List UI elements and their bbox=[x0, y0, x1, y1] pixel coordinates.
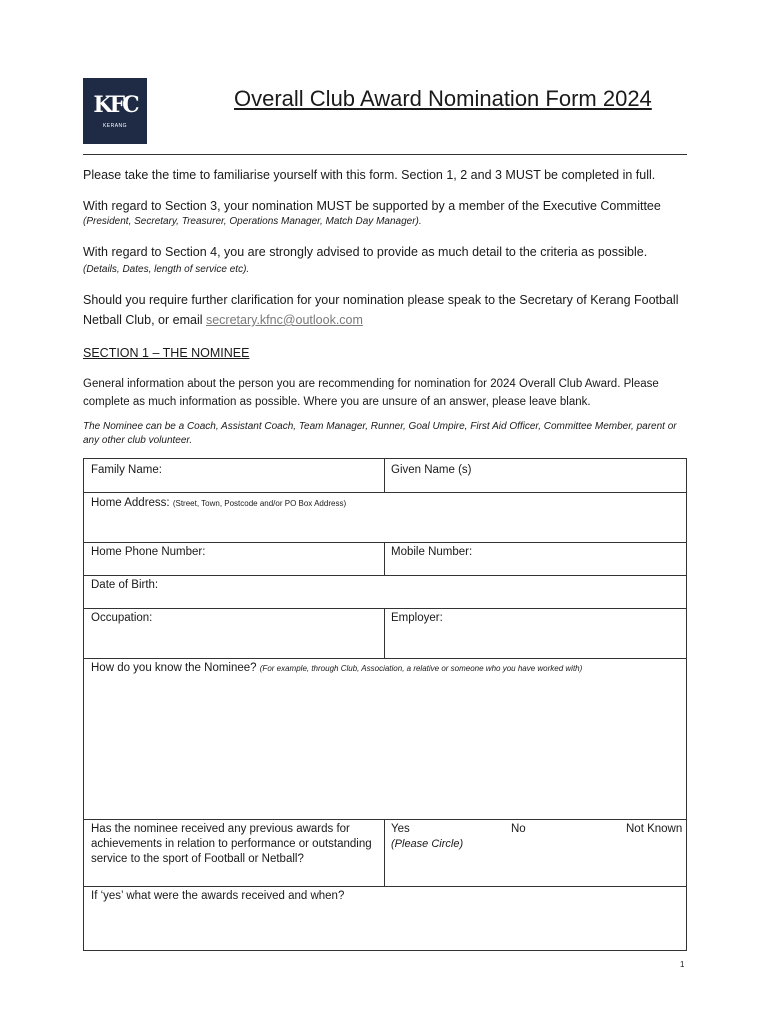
occupation-field[interactable]: Occupation: bbox=[91, 612, 153, 624]
logo-subtext: KERANG bbox=[102, 123, 128, 129]
previous-awards-question: Has the nominee received any previous awards for achievements in relation to performance or outstanding service to the sport of Football or Netball? bbox=[91, 823, 372, 865]
section-1-info: General information about the person you are recommending for nomination for 2024 Overall Club Award. Please complete as much information as possible. Where you are unsure of an answer, please leave blank. bbox=[83, 378, 659, 408]
home-phone-field[interactable]: Home Phone Number: bbox=[91, 546, 206, 558]
page-number: 1 bbox=[680, 960, 685, 969]
club-logo bbox=[83, 78, 147, 144]
how-know-nominee-field[interactable] bbox=[91, 661, 582, 676]
intro-paragraph-4-text: Netball Club, or email bbox=[83, 313, 206, 327]
row-divider bbox=[84, 819, 686, 820]
row-divider bbox=[84, 542, 686, 543]
how-know-nominee-label: How do you know the Nominee? bbox=[91, 662, 260, 674]
column-divider bbox=[384, 608, 385, 658]
secretary-email-link[interactable]: secretary.kfnc@outlook.com bbox=[205, 313, 363, 327]
section-1-heading: SECTION 1 – THE NOMINEE bbox=[83, 346, 250, 360]
intro-paragraph-3-note: (Details, Dates, length of service etc). bbox=[83, 264, 250, 275]
employer-field[interactable]: Employer: bbox=[391, 612, 443, 624]
intro-paragraph-1: Please take the time to familiarise yourself with this form. Section 1, 2 and 3 MUST be completed in full. bbox=[83, 168, 656, 182]
home-address-label: Home Address: bbox=[91, 497, 173, 509]
intro-paragraph-4-line-1: Should you require further clarification for your nomination please speak to the Secretary of Kerang Football bbox=[83, 293, 679, 307]
how-know-nominee-note: (For example, through Club, Association, a relative or someone who you have worked with) bbox=[259, 664, 583, 673]
row-divider bbox=[84, 575, 686, 576]
row-divider bbox=[84, 492, 686, 493]
intro-paragraph-3: With regard to Section 4, you are strongly advised to provide as much detail to the criteria as possible. bbox=[83, 245, 648, 259]
date-of-birth-field[interactable]: Date of Birth: bbox=[91, 579, 159, 591]
row-divider bbox=[84, 658, 686, 659]
logo-monogram: KFC bbox=[93, 92, 137, 118]
page-title: Overall Club Award Nomination Form 2024 bbox=[234, 86, 652, 111]
family-name-field[interactable]: Family Name: bbox=[91, 464, 162, 476]
mobile-number-field[interactable]: Mobile Number: bbox=[391, 546, 473, 558]
row-divider bbox=[84, 886, 686, 887]
option-yes[interactable]: Yes bbox=[391, 823, 410, 835]
option-no[interactable]: No bbox=[511, 823, 526, 835]
section-1-note: The Nominee can be a Coach, Assistant Coach, Team Manager, Runner, Goal Umpire, First Aid Officer, Committee Member, parent or any other club volunteer. bbox=[83, 421, 677, 446]
home-address-field[interactable] bbox=[91, 496, 346, 511]
awards-received-field[interactable]: If ‘yes’ what were the awards received and when? bbox=[91, 890, 345, 902]
nominee-form-table bbox=[83, 458, 687, 951]
intro-paragraph-2: With regard to Section 3, your nomination MUST be supported by a member of the Executive Committee bbox=[83, 199, 661, 213]
column-divider bbox=[384, 542, 385, 575]
intro-paragraph-2-note: (President, Secretary, Treasurer, Operations Manager, Match Day Manager). bbox=[83, 216, 422, 227]
title-divider bbox=[83, 154, 687, 155]
home-address-note: (Street, Town, Postcode and/or PO Box Address) bbox=[172, 499, 347, 508]
column-divider bbox=[384, 459, 385, 492]
please-circle-note: (Please Circle) bbox=[391, 838, 464, 850]
column-divider bbox=[384, 819, 385, 886]
intro-paragraph-4-line-2 bbox=[83, 310, 687, 330]
option-not-known[interactable]: Not Known bbox=[626, 823, 683, 835]
row-divider bbox=[84, 608, 686, 609]
given-name-field[interactable]: Given Name (s) bbox=[391, 464, 472, 476]
